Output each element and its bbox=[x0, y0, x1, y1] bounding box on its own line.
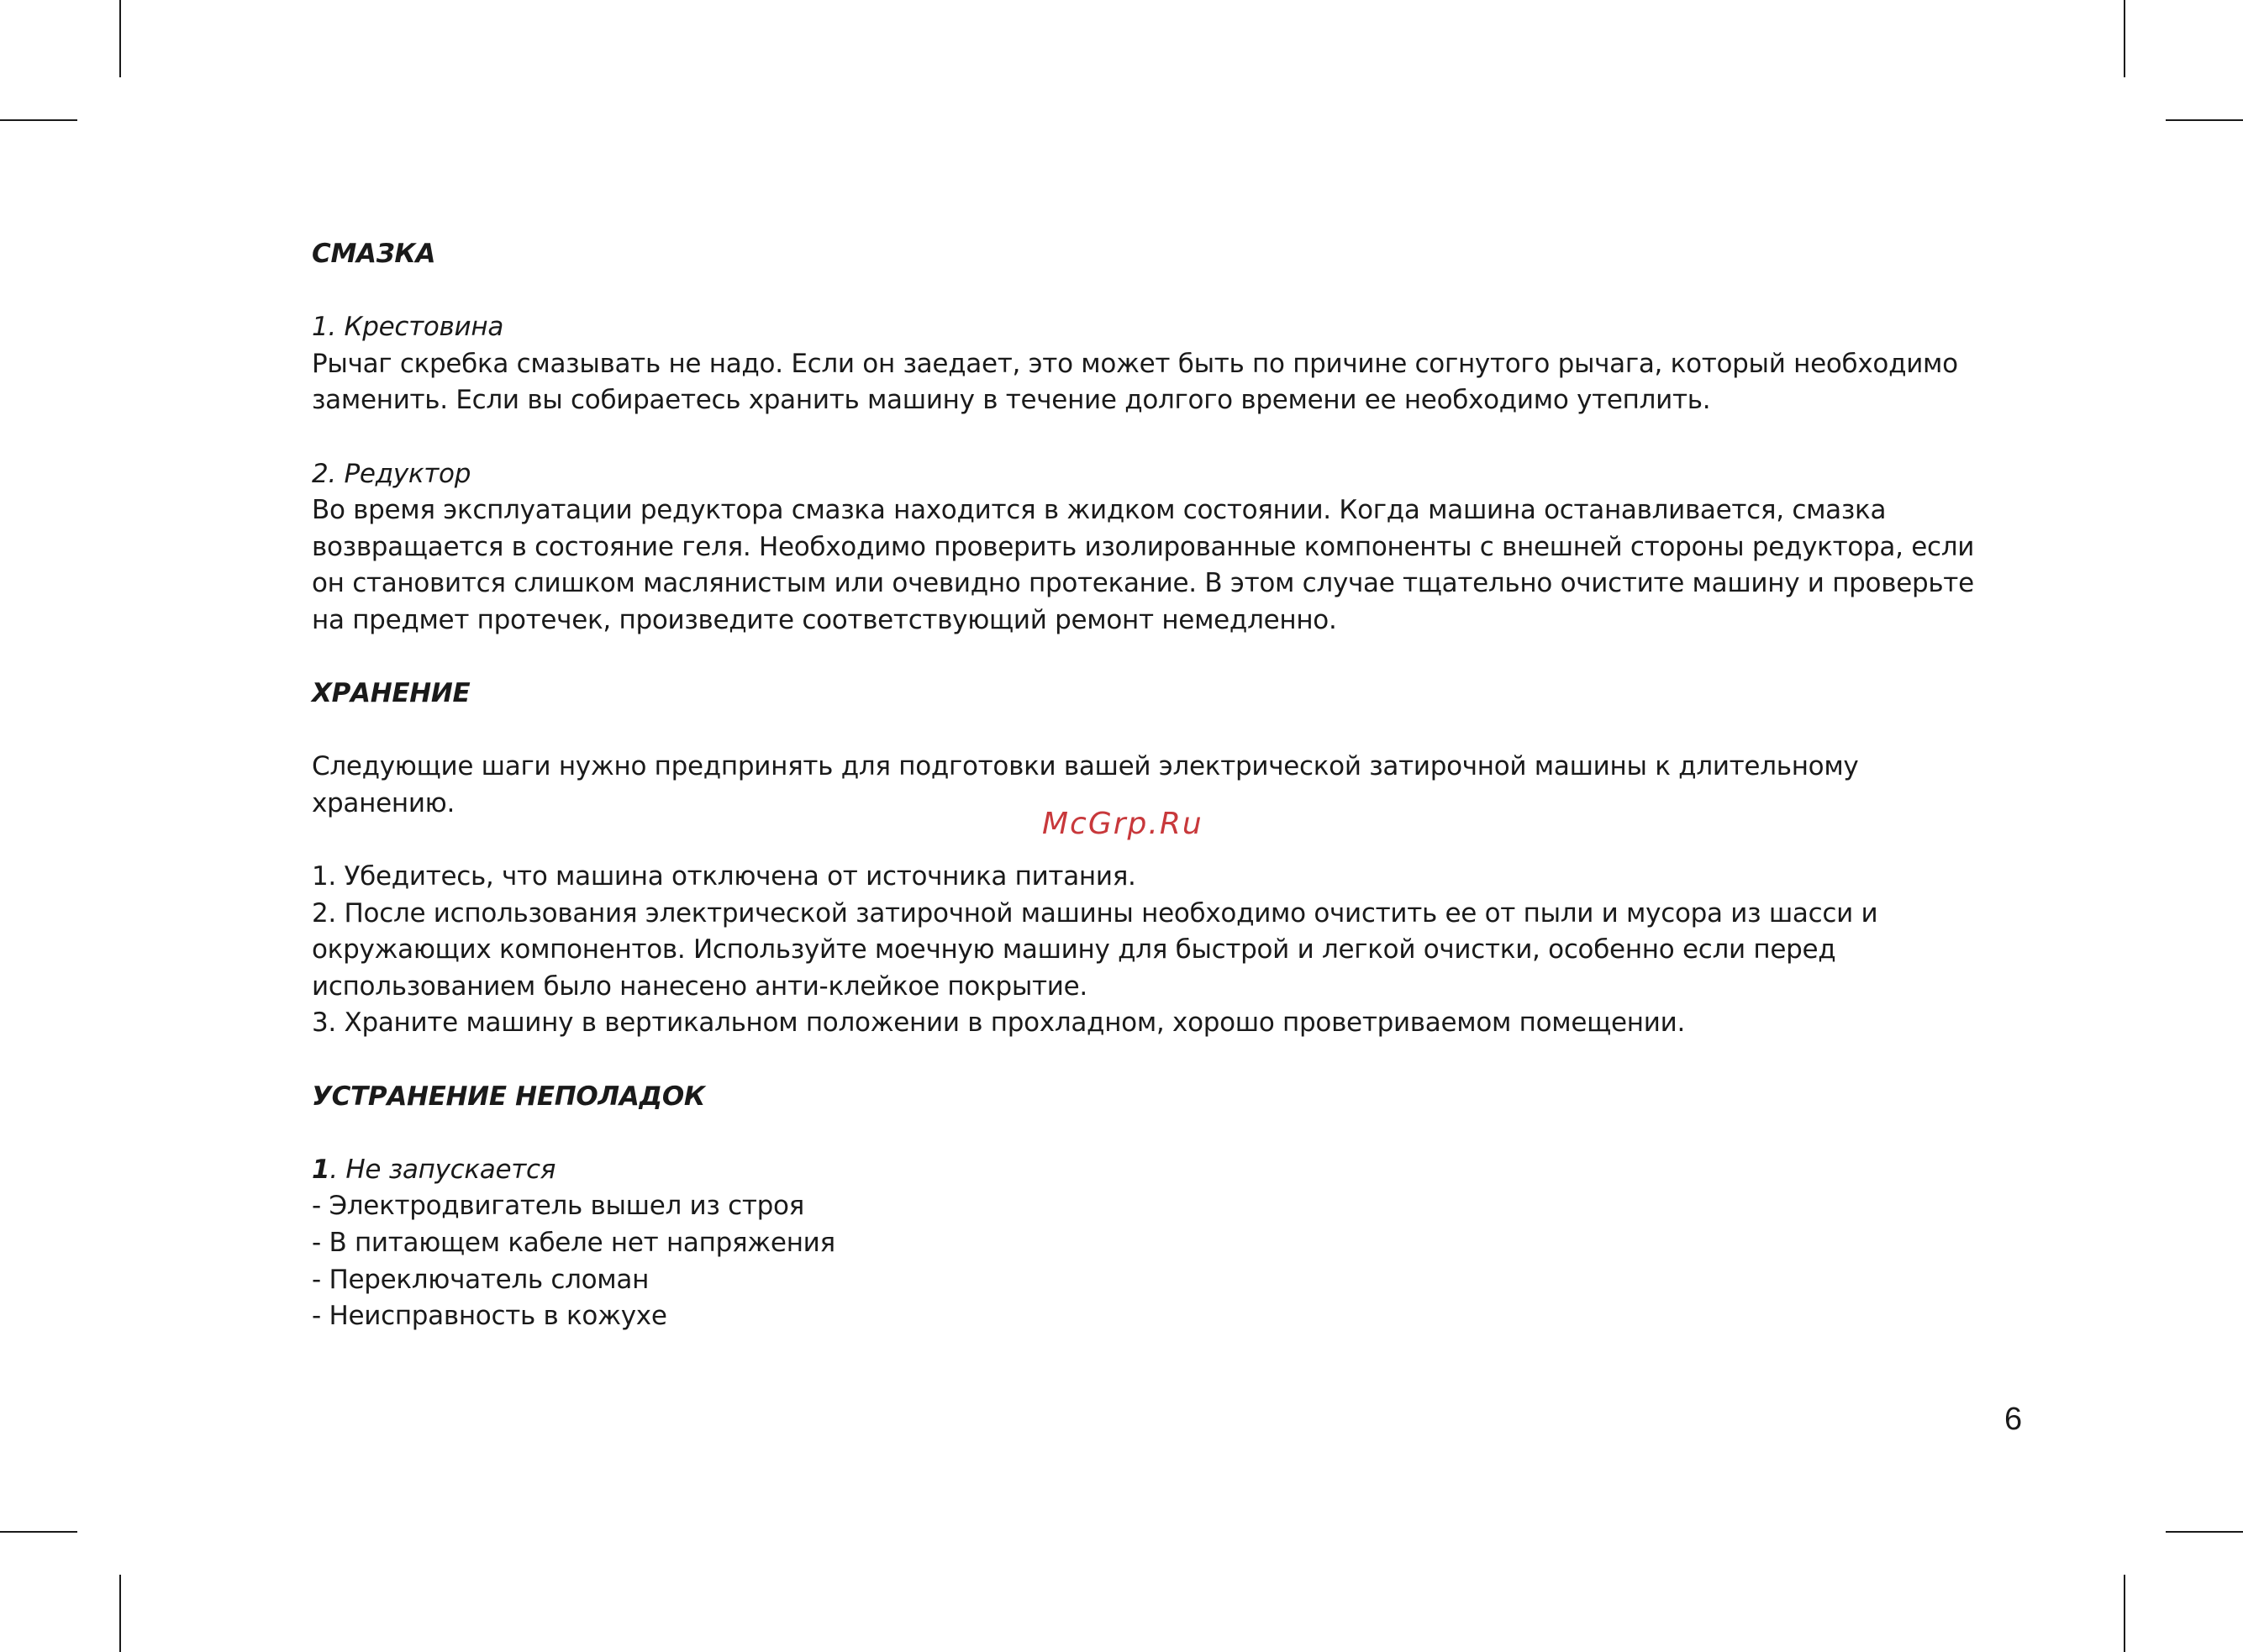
spacer bbox=[312, 639, 1993, 676]
list-item: 1. Убедитесь, что машина отключена от источника питания. bbox=[312, 861, 1136, 892]
subsection-heading-reducer: 2. Редуктор bbox=[312, 458, 471, 489]
subsection-heading-crosspiece: 1. Крестовина bbox=[312, 312, 504, 343]
spacer bbox=[312, 713, 1993, 750]
list-item: - Переключатель сломан bbox=[312, 1264, 650, 1295]
crop-mark-top-right-vertical bbox=[2124, 0, 2125, 77]
crop-mark-top-left-vertical bbox=[119, 0, 121, 77]
page-content bbox=[312, 236, 1993, 1335]
paragraph-line: хранению. bbox=[312, 787, 455, 818]
section-title-storage: ХРАНЕНИЕ bbox=[312, 678, 471, 709]
section-title-lubrication: СМАЗКА bbox=[312, 239, 436, 269]
list-item: 3. Храните машину в вертикальном положении в прохладном, хорошо проветриваемом помещении. bbox=[312, 1008, 1686, 1039]
spacer bbox=[312, 419, 1993, 456]
paragraph-line: он становится слишком маслянистым или очевидно протекание. В этом случае тщательно очистите машину и проверьте bbox=[312, 568, 1974, 599]
crop-mark-bottom-left-horizontal bbox=[0, 1531, 77, 1533]
crop-mark-top-right-horizontal bbox=[2166, 119, 2243, 121]
list-item: - Неисправность в кожухе bbox=[312, 1301, 667, 1332]
list-item: - Электродвигатель вышел из строя bbox=[312, 1191, 805, 1222]
paragraph-line: возвращается в состояние геля. Необходимо проверить изолированные компоненты с внешней стороны редуктора, если bbox=[312, 531, 1975, 562]
crop-mark-bottom-left-vertical bbox=[119, 1575, 121, 1652]
paragraph-line: на предмет протечек, произведите соответствующий ремонт немедленно. bbox=[312, 604, 1337, 635]
watermark: McGrp.Ru bbox=[1042, 807, 1203, 841]
paragraph-line: Следующие шаги нужно предпринять для подготовки вашей электрической затирочной машины к длительному bbox=[312, 751, 1859, 782]
paragraph-line: Рычаг скребка смазывать не надо. Если он заедает, это может быть по причине согнутого рычага, который необходимо bbox=[312, 348, 1958, 379]
spacer bbox=[312, 1042, 1993, 1079]
list-item: - В питающем кабеле нет напряжения bbox=[312, 1228, 835, 1259]
spacer bbox=[312, 1115, 1993, 1152]
section-title-troubleshooting: УСТРАНЕНИЕ НЕПОЛАДОК bbox=[312, 1081, 705, 1112]
paragraph-line: заменить. Если вы собираетесь хранить машину в течение долгого времени ее необходимо утеплить. bbox=[312, 385, 1711, 416]
crop-mark-top-left-horizontal bbox=[0, 119, 77, 121]
item-heading-text: . Не запускается bbox=[329, 1154, 556, 1185]
paragraph-line: Во время эксплуатации редуктора смазка находится в жидком состоянии. Когда машина останавливается, смазка bbox=[312, 495, 1887, 526]
list-item: 2. После использования электрической затирочной машины необходимо очистить ее от пыли и мусора из шасси и bbox=[312, 897, 1878, 929]
crop-mark-bottom-right-horizontal bbox=[2166, 1531, 2243, 1533]
item-number: 1 bbox=[312, 1154, 330, 1185]
crop-mark-bottom-right-vertical bbox=[2124, 1575, 2125, 1652]
list-item: окружающих компонентов. Используйте моечную машину для быстрой и легкой очистки, особенно если перед bbox=[312, 934, 1836, 965]
spacer bbox=[312, 273, 1993, 310]
subsection-heading-not-starting bbox=[312, 1152, 1993, 1189]
list-item: использованием было нанесено анти-клейкое покрытие. bbox=[312, 971, 1087, 1002]
page-number: 6 bbox=[2004, 1402, 2023, 1437]
